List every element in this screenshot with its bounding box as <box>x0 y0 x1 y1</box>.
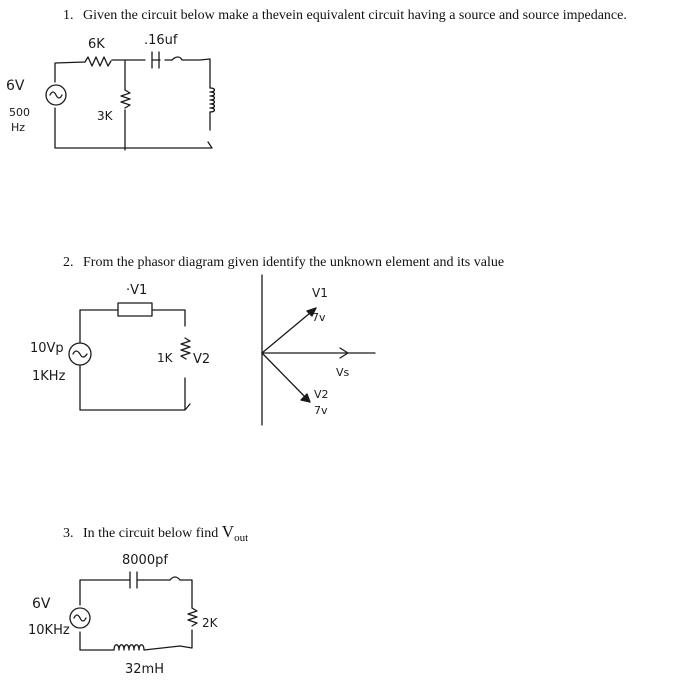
phasor-v2-arrowhead <box>301 394 310 402</box>
question-2-number: 2. <box>63 255 74 270</box>
circuit-1-source-freq-unit: Hz <box>11 121 26 134</box>
resistor-1k <box>181 338 190 359</box>
output-terminal-3 <box>170 577 180 580</box>
question-1-number: 1. <box>63 8 74 23</box>
phasor-v2-magnitude: 7v <box>314 404 328 417</box>
question-2-text: From the phasor diagram given identify the unknown element and its value <box>83 255 505 270</box>
circuit-1-wires <box>55 59 212 150</box>
circuit-2-r-label: 1K <box>157 351 173 365</box>
circuit-3-l-label: 32mH <box>125 662 164 677</box>
circuit-3-source-voltage: 6V <box>32 596 51 612</box>
question-3-number: 3. <box>63 526 74 541</box>
phasor-vs-axis <box>262 348 375 358</box>
unknown-element-box <box>118 303 152 316</box>
circuit-3 <box>28 553 219 677</box>
circuit-1-r1-label: 6K <box>88 37 105 52</box>
circuit-3-cap-label: 8000pf <box>122 553 168 568</box>
phasor-diagram <box>262 275 375 425</box>
circuit-2-source-freq: 1KHz <box>32 369 66 384</box>
phasor-vs-label: Vs <box>336 366 350 379</box>
circuit-3-r-label: 2K <box>202 616 218 630</box>
phasor-v1-label: V1 <box>312 286 328 300</box>
resistor-6k <box>85 57 111 66</box>
circuit-1 <box>6 33 215 150</box>
question-3-vout-symbol: V <box>221 522 235 541</box>
circuit-3-wires <box>80 580 192 650</box>
circuit-2-v2-label: V2 <box>193 352 211 367</box>
phasor-v2-label: V2 <box>314 388 329 401</box>
circuit-3-source-freq: 10KHz <box>28 623 70 638</box>
circuit-1-r2-label: 3K <box>97 109 113 123</box>
circuit-2-v1-label: ·V1 <box>126 283 148 298</box>
circuit-1-c1-label: .16uf <box>144 33 178 48</box>
resistor-3k <box>121 90 130 108</box>
question-3-text-prefix: In the circuit below find <box>83 526 222 541</box>
ac-source-1-sine <box>50 92 62 98</box>
capacitor-8000pf <box>130 572 143 588</box>
phasor-v2-line <box>262 353 310 402</box>
phasor-v1-magnitude: 7v <box>312 311 326 324</box>
circuit-2-source-voltage: 10Vp <box>30 341 64 356</box>
inductor-load <box>210 88 215 112</box>
ac-source-2-sine <box>73 351 87 357</box>
phasor-v1-line <box>262 308 316 353</box>
resistor-2k <box>188 608 197 626</box>
circuit-2-wires <box>80 310 190 410</box>
inductor-32mh <box>114 645 180 650</box>
ac-source-3-sine <box>74 615 86 621</box>
circuit-2 <box>30 283 210 410</box>
question-1-text: Given the circuit below make a thevein equivalent circuit having a source and source impedance. <box>83 8 627 23</box>
circuit-1-source-freq-value: 500 <box>9 106 30 119</box>
circuit-1-source-voltage: 6V <box>6 78 25 94</box>
output-terminal-top <box>172 57 210 60</box>
question-3-vout-subscript: out <box>234 531 249 544</box>
